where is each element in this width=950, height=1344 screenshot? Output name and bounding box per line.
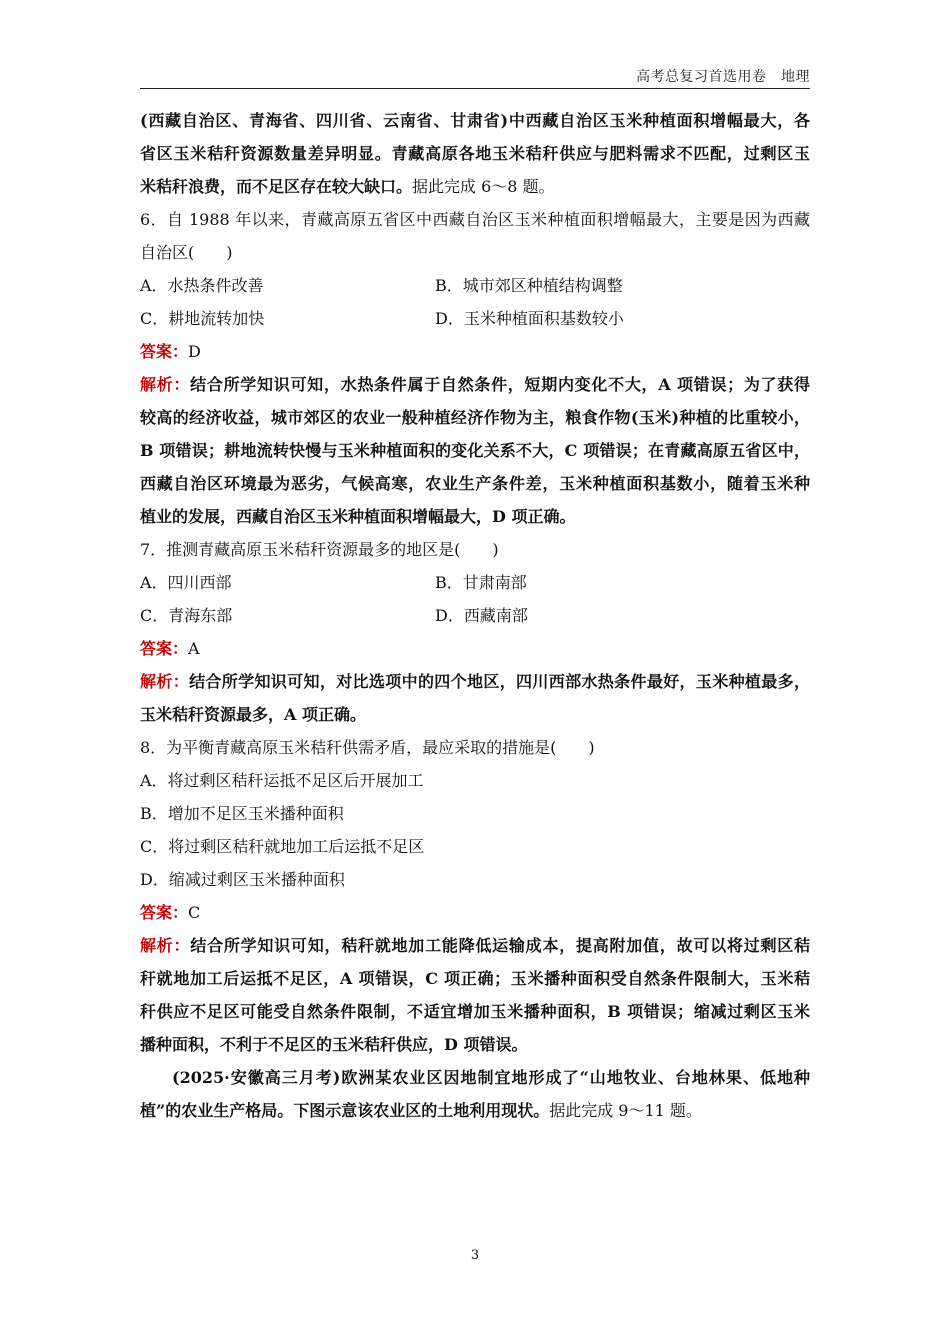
passage2-line-2: [140, 1094, 810, 1127]
q6-options-row-1: [140, 269, 810, 302]
q7-option-d: D．西藏南部: [435, 606, 528, 625]
passage1-tail: 据此完成 6～8 题。: [412, 177, 555, 196]
q8-analysis-line-1: [140, 929, 810, 962]
q6-analysis-line-5: 植业的发展，西藏自治区玉米种植面积增幅最大，D 项正确。: [140, 507, 576, 526]
passage2-line-2-text: 植”的农业生产格局。下图示意该农业区的土地利用现状。: [140, 1101, 550, 1120]
q7-stem: 7．推测青藏高原玉米秸秆资源最多的地区是( ): [140, 540, 499, 559]
q7-options-row-2: [140, 599, 810, 632]
passage1-line-2: 省区玉米秸秆资源数量差异明显。青藏高原各地玉米秸秆供应与肥料需求不匹配，过剩区玉: [140, 144, 810, 163]
q7-analysis-label: 解析：: [140, 672, 190, 691]
q6-answer: [140, 335, 810, 368]
q8-analysis-text-1: 结合所学知识可知，秸秆就地加工能降低运输成本，提高附加值，故可以将过剩区秸: [190, 936, 810, 955]
q6-analysis-label: 解析：: [140, 375, 191, 394]
q8-option-c: C．将过剩区秸秆就地加工后运抵不足区: [140, 837, 425, 856]
q6-analysis-line-2: 较高的经济收益，城市郊区的农业一般种植经济作物为主，粮食作物(玉米)种植的比重较小，: [140, 408, 810, 427]
q8-analysis-line-4: 播种面积，不利于不足区的玉米秸秆供应，D 项错误。: [140, 1035, 528, 1054]
q8-stem: 8．为平衡青藏高原玉米秸秆供需矛盾，最应采取的措施是( ): [140, 738, 595, 757]
q7-analysis-line-2: 玉米秸秆资源最多，A 项正确。: [140, 705, 366, 724]
q6-answer-value: D: [188, 342, 201, 361]
q8-analysis-label: 解析：: [140, 936, 191, 955]
q6-answer-label: 答案：: [140, 342, 189, 361]
q6-option-b: B．城市郊区种植结构调整: [435, 276, 623, 295]
q6-analysis-line-3: B 项错误；耕地流转快慢与玉米种植面积的变化关系不大，C 项错误；在青藏高原五省区中，: [140, 441, 810, 460]
q6-options-row-2: [140, 302, 810, 335]
q7-analysis-text-1: 结合所学知识可知，对比选项中的四个地区，四川西部水热条件最好，玉米种植最多，: [189, 672, 810, 691]
passage1-line-3: [140, 170, 810, 203]
q8-analysis-line-2: 秆就地加工后运抵不足区，A 项错误，C 项正确；玉米播种面积受自然条件限制大，玉米秸: [140, 969, 810, 988]
q7-options-row-1: [140, 566, 810, 599]
q7-analysis-line-1: [140, 665, 810, 698]
passage1-line-3-text: 米秸秆浪费，而不足区存在较大缺口。: [140, 177, 413, 196]
q8-analysis-line-3: 秆供应不足区可能受自然条件限制，不适宜增加玉米播种面积，B 项错误；缩减过剩区玉米: [140, 1002, 810, 1021]
header-rule: [140, 88, 810, 89]
q6-analysis-line-1: [140, 368, 810, 401]
passage1-line-1: (西藏自治区、青海省、四川省、云南省、甘肃省)中西藏自治区玉米种植面积增幅最大，各: [140, 111, 810, 130]
passage2-tail: 据此完成 9～11 题。: [549, 1101, 702, 1120]
q6-option-a: A．水热条件改善: [140, 276, 264, 295]
page-number: 3: [470, 1248, 480, 1263]
q8-answer-label: 答案：: [140, 903, 189, 922]
q7-option-c: C．青海东部: [140, 606, 233, 625]
q6-stem-line-1: 6．自 1988 年以来，青藏高原五省区中西藏自治区玉米种植面积增幅最大，主要是因为西藏: [140, 210, 810, 229]
q6-option-c: C．耕地流转加快: [140, 309, 265, 328]
q7-answer-label: 答案：: [140, 639, 189, 658]
q7-answer-value: A: [188, 639, 200, 658]
page-content: [140, 104, 810, 1127]
q7-answer: [140, 632, 810, 665]
q8-answer-value: C: [188, 903, 201, 922]
q8-option-b: B．增加不足区玉米播种面积: [140, 804, 344, 823]
passage2-line-1: (2025·安徽高三月考)欧洲某农业区因地制宜地形成了“山地牧业、台地林果、低地种: [172, 1068, 810, 1087]
q7-option-b: B．甘肃南部: [435, 573, 527, 592]
q6-analysis-line-4: 西藏自治区环境最为恶劣，气候高寒，农业生产条件差，玉米种植面积基数小，随着玉米种: [140, 474, 810, 493]
q7-option-a: A．四川西部: [140, 573, 232, 592]
q6-option-d: D．玉米种植面积基数较小: [435, 309, 624, 328]
q8-option-a: A．将过剩区秸秆运抵不足区后开展加工: [140, 771, 424, 790]
running-header: 高考总复习首选用卷 地理: [636, 69, 810, 85]
q8-answer: [140, 896, 810, 929]
q6-stem-line-2: 自治区( ): [140, 243, 233, 262]
q8-option-d: D．缩减过剩区玉米播种面积: [140, 870, 345, 889]
q6-analysis-text-1: 结合所学知识可知，水热条件属于自然条件，短期内变化不大，A 项错误；为了获得: [190, 375, 810, 394]
